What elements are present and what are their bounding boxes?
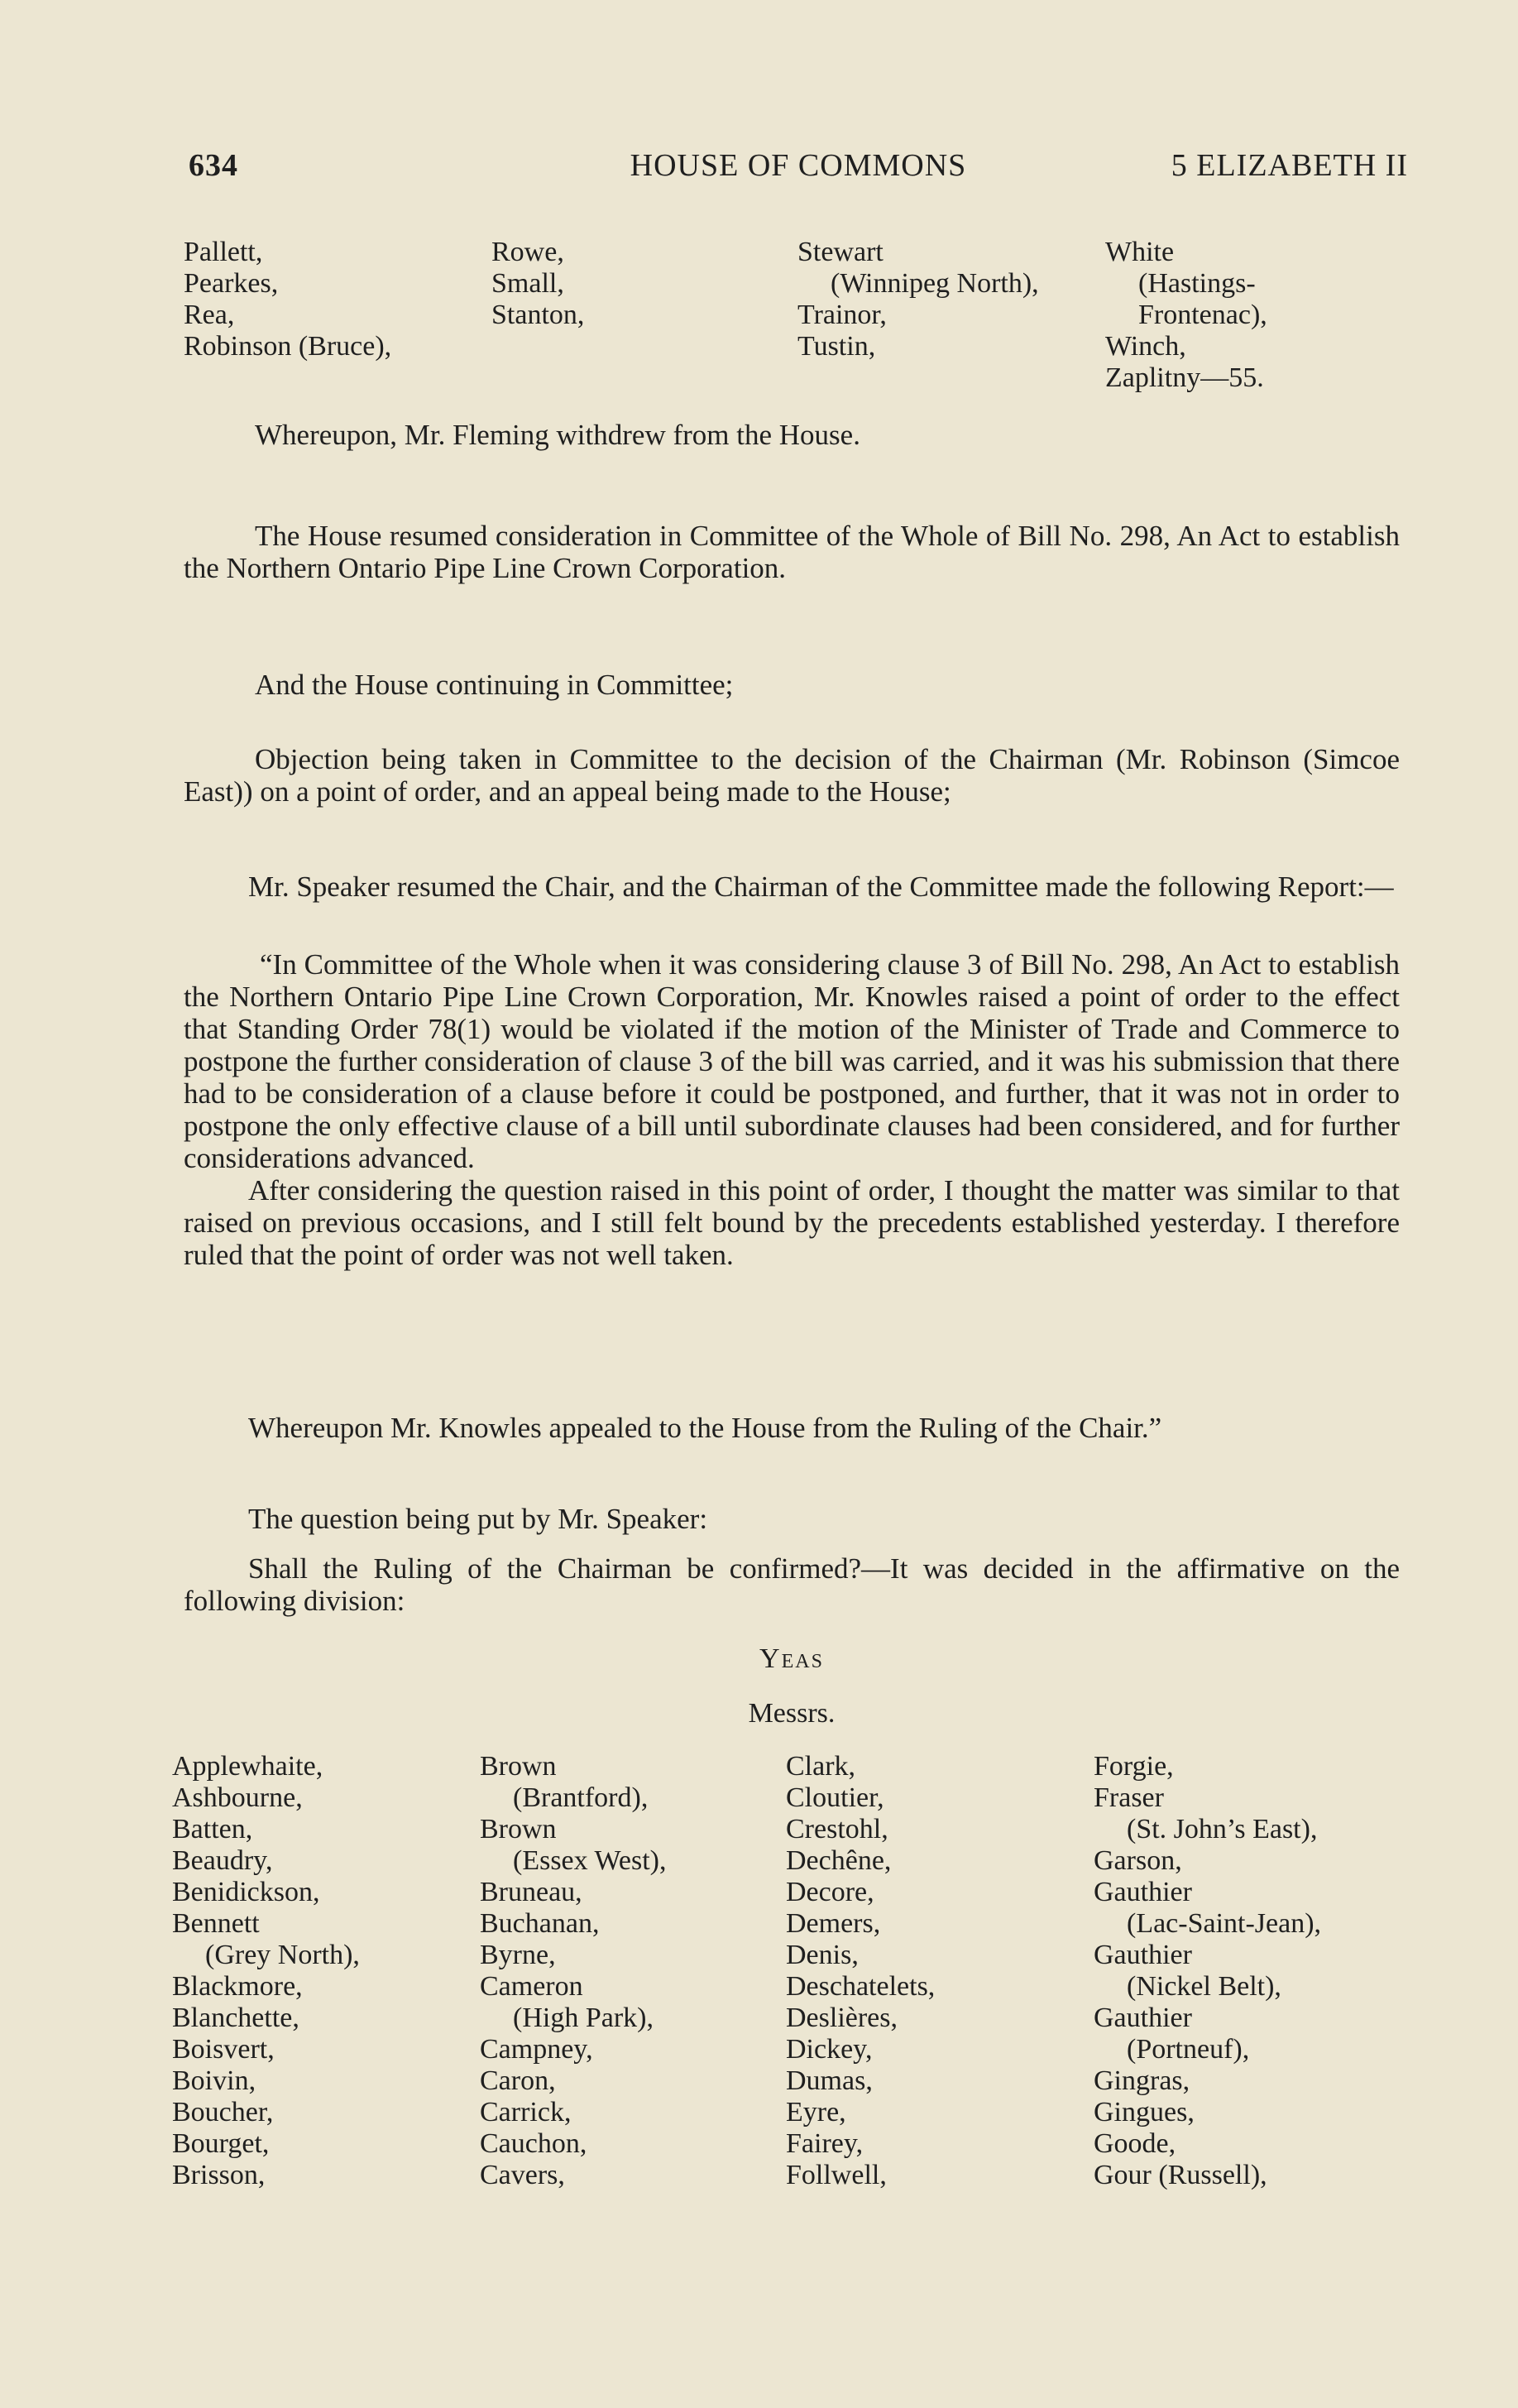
paragraph-text: Whereupon Mr. Knowles appealed to the House from the Ruling of the Chair.” (248, 1412, 1162, 1444)
member-name: Bruneau, (480, 1877, 582, 1907)
member-name: Tustin, (797, 331, 876, 362)
member-name: Caron, (480, 2065, 556, 2096)
member-name: Trainor, (797, 300, 887, 330)
member-name: Pearkes, (184, 268, 279, 299)
member-name: Stewart (797, 237, 884, 267)
name-column (1105, 237, 1403, 394)
member-name: Benidickson, (172, 1877, 320, 1907)
report-paragraph: After considering the question raised in this point of order, I thought the matter was similar to that raised on previous occasions, and I still felt bound by the precedents established yesterday. I therefore ruled that the point of order was not well taken. (184, 1174, 1400, 1271)
member-name: Ashbourne, (172, 1782, 303, 1813)
yeas-heading: Yeas (759, 1643, 824, 1674)
member-name: Brown (480, 1751, 557, 1782)
member-riding: (Lac-Saint-Jean), (1127, 1908, 1322, 1939)
member-name: Cameron (480, 1971, 583, 2002)
member-name: Gingues, (1094, 2097, 1195, 2127)
member-name: Fraser (1094, 1782, 1164, 1813)
member-name: Byrne, (480, 1940, 556, 1970)
member-name: Follwell, (786, 2160, 887, 2190)
member-name: Forgie, (1094, 1751, 1174, 1782)
member-name: Rea, (184, 300, 235, 330)
paragraph-text: The House resumed consideration in Committee of the Whole of Bill No. 298, An Act to establish the Northern Ontario Pipe Line Crown Corporation. (184, 520, 1400, 584)
page-header (189, 147, 1408, 189)
member-name: Cavers, (480, 2160, 565, 2190)
member-name: Demers, (786, 1908, 881, 1939)
member-name: Bourget, (172, 2128, 270, 2159)
name-column (480, 1751, 786, 2191)
member-name: Cloutier, (786, 1782, 884, 1813)
name-column (1094, 1751, 1408, 2191)
member-name: Eyre, (786, 2097, 846, 2127)
paragraph-objection (184, 743, 1400, 808)
member-name: Gingras, (1094, 2065, 1190, 2096)
member-name: Deslières, (786, 2003, 898, 2033)
member-name: Cauchon, (480, 2128, 587, 2159)
yeas-division-names (172, 1751, 1408, 2191)
member-name: Goode, (1094, 2128, 1176, 2159)
paragraph-text: Whereupon, Mr. Fleming withdrew from the House. (255, 419, 860, 451)
messrs-label: Messrs. (748, 1698, 836, 1729)
member-riding: (Essex West), (513, 1845, 667, 1876)
member-name: Gauthier (1094, 2003, 1192, 2033)
member-riding: (Brantford), (513, 1782, 649, 1813)
member-name: Boisvert, (172, 2034, 275, 2065)
name-column (786, 1751, 1094, 2191)
member-name: Gauthier (1094, 1877, 1192, 1907)
page-title: HOUSE OF COMMONS (630, 148, 967, 183)
member-name: Carrick, (480, 2097, 572, 2127)
paragraph-text: Mr. Speaker resumed the Chair, and the Chairman of the Committee made the following Report:— (248, 871, 1394, 903)
member-name: Robinson (Bruce), (184, 331, 392, 362)
member-name: Crestohl, (786, 1814, 888, 1844)
member-name: Boivin, (172, 2065, 256, 2096)
paragraph-ruling (184, 1552, 1400, 1617)
paragraph-text: The question being put by Mr. Speaker: (248, 1503, 708, 1535)
paragraph-speaker (184, 871, 1400, 903)
report-paragraph: “In Committee of the Whole when it was considering clause 3 of Bill No. 298, An Act to establish the Northern Ontario Pipe Line Crown Corporation, Mr. Knowles raised a point of order to the effect that Standing Order 78(1) would be violated if the motion of the Minister of Trade and Commerce to postpone the further consideration of clause 3 of the bill was carried, and it was his submission that there had to be consideration of a clause before it could be postponed, and further, that it was not in order to postpone the only effective clause of a bill until subordinate clauses had been considered, and for further considerations advanced. (184, 948, 1400, 1174)
paragraph-text: Shall the Ruling of the Chairman be confirmed?—It was decided in the affirmative on the following division: (184, 1552, 1400, 1617)
member-riding: (High Park), (513, 2003, 654, 2033)
member-name: Boucher, (172, 2097, 274, 2127)
member-name: Buchanan, (480, 1908, 600, 1939)
member-riding: (Winnipeg North), (831, 268, 1039, 299)
member-name: Blackmore, (172, 1971, 303, 2002)
paragraph-continuing (184, 669, 1400, 701)
member-name: Beaudry, (172, 1845, 273, 1876)
member-name: Dumas, (786, 2065, 873, 2096)
member-name: Pallett, (184, 237, 263, 267)
page-number: 634 (189, 148, 238, 183)
paragraph-text: And the House continuing in Committee; (255, 669, 734, 701)
member-name: Decore, (786, 1877, 874, 1907)
member-name: Clark, (786, 1751, 856, 1782)
previous-division-names (184, 237, 1403, 394)
member-name: Campney, (480, 2034, 593, 2065)
member-riding: (Nickel Belt), (1127, 1971, 1281, 2002)
regnal-year: 5 ELIZABETH II (1171, 148, 1408, 183)
paragraph-fleming (184, 419, 1400, 451)
member-name: Dechêne, (786, 1845, 892, 1876)
member-name: Applewhaite, (172, 1751, 323, 1782)
member-name: Brown (480, 1814, 557, 1844)
member-name: White (1105, 237, 1175, 267)
member-name: Deschatelets, (786, 1971, 936, 2002)
member-name: Fairey, (786, 2128, 864, 2159)
member-riding: (St. John’s East), (1127, 1814, 1318, 1844)
paragraph-text: Objection being taken in Committee to the decision of the Chairman (Mr. Robinson (Simcoe East)) on a point of order, and an appeal being made to the House; (184, 743, 1400, 808)
member-name: Small, (491, 268, 564, 299)
member-name: Garson, (1094, 1845, 1182, 1876)
member-name: Gauthier (1094, 1940, 1192, 1970)
member-name: Brisson, (172, 2160, 266, 2190)
member-name: Stanton, (491, 300, 585, 330)
name-column (184, 237, 491, 394)
member-name: Denis, (786, 1940, 859, 1970)
name-column (797, 237, 1105, 394)
member-name: Gour (Russell), (1094, 2160, 1267, 2190)
member-name: Batten, (172, 1814, 253, 1844)
member-riding: (Hastings- (1138, 268, 1256, 299)
member-name: Blanchette, (172, 2003, 299, 2033)
name-column (172, 1751, 480, 2191)
member-riding: (Grey North), (205, 1940, 360, 1970)
paragraph-appeal (184, 1412, 1400, 1444)
chairman-report (184, 948, 1400, 1271)
member-name: Winch, (1105, 331, 1186, 362)
paragraph-question (184, 1503, 1400, 1535)
member-name: Dickey, (786, 2034, 873, 2065)
member-name: Zaplitny—55. (1105, 362, 1264, 393)
member-name: Rowe, (491, 237, 564, 267)
member-riding: (Portneuf), (1127, 2034, 1250, 2065)
member-riding: Frontenac), (1138, 300, 1267, 330)
paragraph-resumed (184, 520, 1400, 584)
name-column (491, 237, 797, 394)
member-name: Bennett (172, 1908, 260, 1939)
